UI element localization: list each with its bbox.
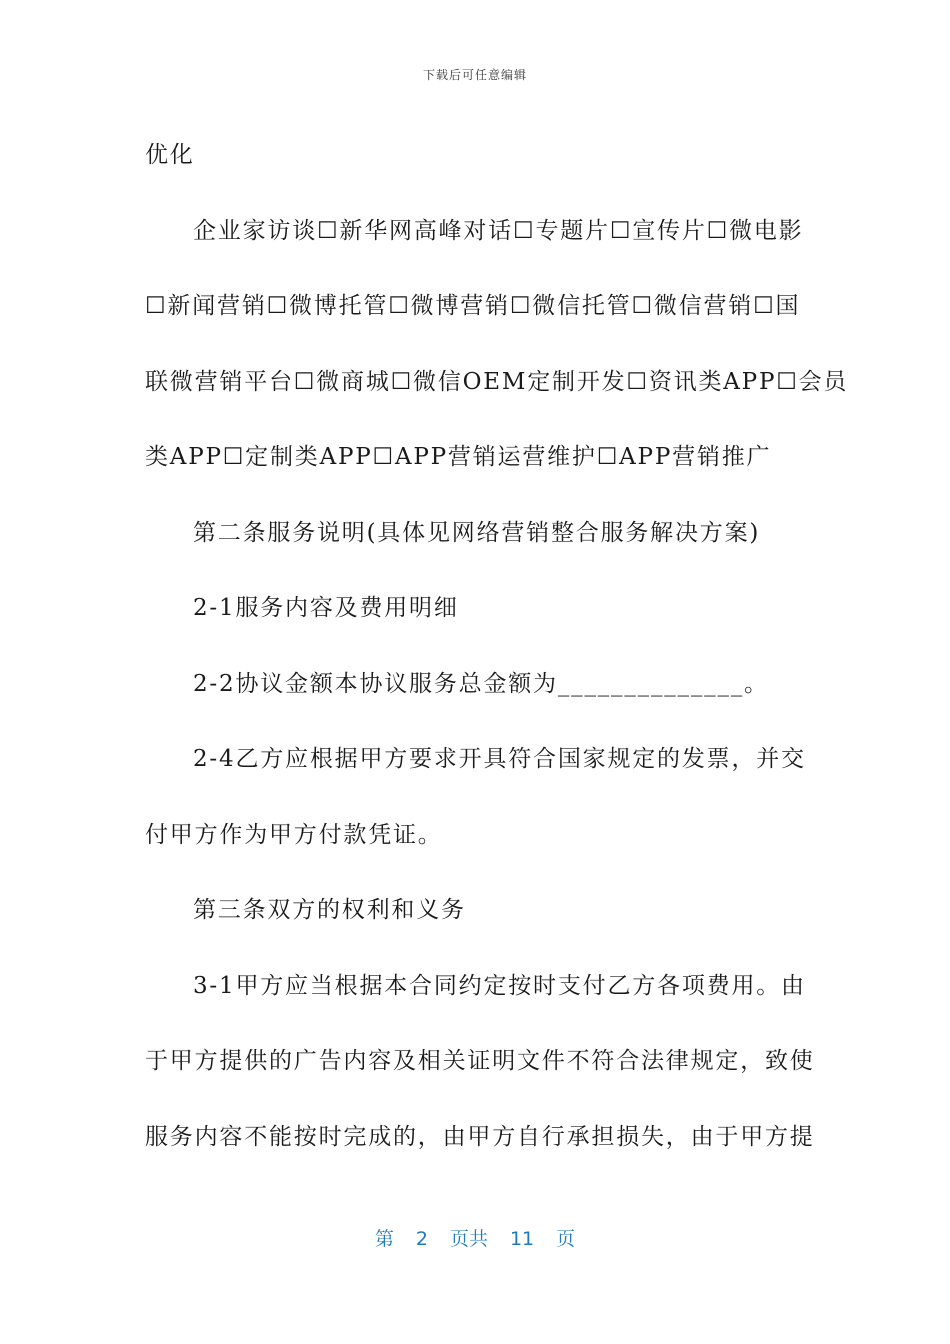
paragraph-line: ☐新闻营销☐微博托管☐微博营销☐微信托管☐微信营销☐国 (145, 293, 801, 319)
paragraph-line: 类APP☐定制类APP☐APP营销运营维护☐APP营销推广 (145, 444, 772, 470)
paragraph-line: 联微营销平台☐微商城☐微信OEM定制开发☐资讯类APP☐会员 (145, 368, 849, 395)
page-header: 下载后可任意编辑 (422, 68, 527, 82)
page-footer (0, 1224, 950, 1251)
paragraph-line: 付甲方作为甲方付款凭证。 (145, 821, 443, 848)
paragraph-line: 优化 (145, 142, 195, 168)
clause-line: 2-4乙方应根据甲方要求开具符合国家规定的发票，并交 (193, 746, 806, 772)
section-heading: 第三条双方的权利和义务 (193, 897, 466, 923)
section-heading: 第二条服务说明(具体见网络营销整合服务解决方案) (193, 519, 761, 546)
clause-line: 2-2协议金额本协议服务总金额为______________。 (193, 670, 769, 697)
paragraph-line: 服务内容不能按时完成的，由甲方自行承担损失，由于甲方提 (145, 1123, 815, 1150)
paragraph-line: 企业家访谈☐新华网高峰对话☐专题片☐宣传片☐微电影 (193, 217, 804, 244)
document-body (145, 118, 849, 1175)
page-total-number: 11 (509, 1228, 535, 1250)
clause-line: 3-1甲方应当根据本合同约定按时支付乙方各项费用。由 (193, 972, 806, 999)
paragraph-line: 于甲方提供的广告内容及相关证明文件不符合法律规定，致使 (145, 1048, 815, 1074)
page-label-middle: 页共 (449, 1228, 488, 1250)
clause-line: 2-1服务内容及费用明细 (193, 595, 459, 621)
page-current-number: 2 (415, 1228, 428, 1250)
page-label-suffix: 页 (556, 1228, 576, 1250)
page-label-prefix: 第 (374, 1228, 394, 1250)
